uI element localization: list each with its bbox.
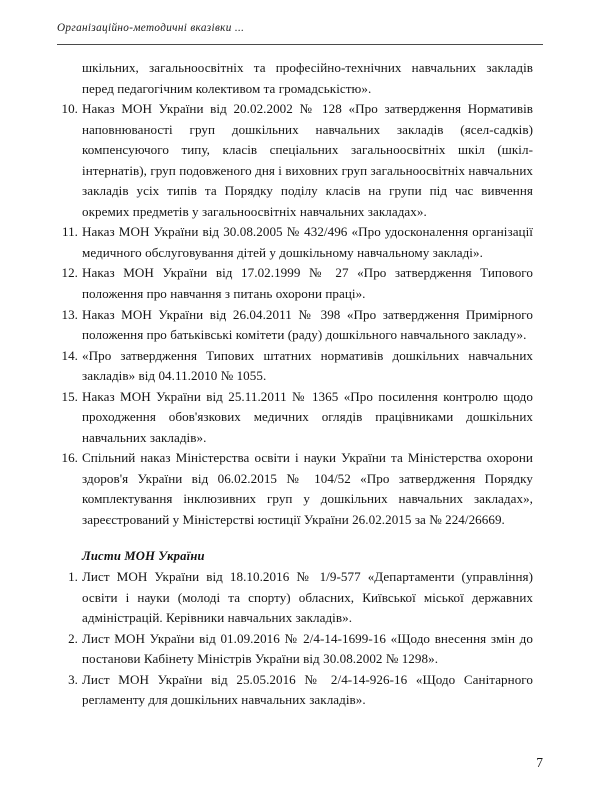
list-item bbox=[57, 629, 533, 670]
orders-list bbox=[57, 99, 533, 530]
list-item-text: Лист МОН України від 01.09.2016 № 2/4-14-1699-16 «Щодо внесення змін до постанови Кабінету Міністрів України від 30.08.2002 № 1298». bbox=[82, 630, 533, 667]
list-item-marker: 10. bbox=[61, 101, 78, 117]
list-item-marker: 16. bbox=[61, 450, 78, 466]
list-item bbox=[57, 222, 533, 263]
continued-paragraph: шкільних, загальноосвітніх та професійно-технічних навчальних закладів перед педагогічним колективом та громадськістю». bbox=[82, 60, 533, 96]
list-item-text: Лист МОН України від 25.05.2016 № 2/4-14-926-16 «Щодо Санітарного регламенту для дошкільних навчальних закладів». bbox=[82, 671, 533, 708]
list-item-marker: 2. bbox=[68, 630, 78, 646]
section-heading-letters: Листи МОН України bbox=[82, 548, 205, 563]
running-header-text: Організаційно-методичні вказівки ... bbox=[57, 22, 245, 34]
list-item-marker: 15. bbox=[61, 388, 78, 404]
page-content bbox=[57, 58, 533, 711]
list-item bbox=[57, 263, 533, 304]
list-item-marker: 14. bbox=[61, 347, 78, 363]
page-number: 7 bbox=[536, 755, 543, 770]
list-item-text: Наказ МОН України від 20.02.2002 № 128 «Про затвердження Нормативів наповнюваності груп дошкільних навчальних закладів (ясел-садків) компенсуючого типу, класів спеціальних загальноосвітніх шкіл (шкіл-інтернатів), груп подовженого дня і виховних груп загальноосвітніх навчальних закладів усіх типів та Порядку поділу класів на групи під час вивчення окремих предметів у загальноосвітніх навчальних закладах». bbox=[82, 101, 533, 219]
list-item bbox=[57, 670, 533, 711]
list-item-text: Наказ МОН України від 25.11.2011 № 1365 «Про посилення контролю щодо проходження обов'язкових медичних оглядів працівниками дошкільних навчальних закладів». bbox=[82, 388, 533, 445]
list-item bbox=[57, 346, 533, 387]
list-item-text: «Про затвердження Типових штатних нормативів дошкільних навчальних закладів» від 04.11.2010 № 1055. bbox=[82, 347, 533, 384]
list-item-text: Наказ МОН України від 17.02.1999 № 27 «Про затвердження Типового положення про навчання з питань охорони праці». bbox=[82, 265, 533, 302]
letters-list bbox=[57, 567, 533, 711]
list-item-marker: 11. bbox=[61, 224, 78, 240]
list-item bbox=[57, 305, 533, 346]
list-item-marker: 12. bbox=[61, 265, 78, 281]
list-item-marker: 13. bbox=[61, 306, 78, 322]
list-item bbox=[57, 567, 533, 629]
list-item-text: Наказ МОН України від 30.08.2005 № 432/496 «Про удосконалення організації медичного обслуговування дітей у дошкільному навчальному закладі». bbox=[82, 224, 533, 260]
section-spacer bbox=[57, 531, 533, 546]
header-rule-divider bbox=[57, 44, 543, 45]
list-item bbox=[57, 387, 533, 449]
list-item-text: Лист МОН України від 18.10.2016 № 1/9-577 «Департаменти (управління) освіти і науки (молоді та спорту) обласних, Київської міської державних адміністрацій. Керівники навчальних закладів». bbox=[82, 569, 533, 626]
list-item-text: Наказ МОН України від 26.04.2011 № 398 «Про затвердження Примірного положення про батьківські комітети (раду) дошкільного навчального закладу». bbox=[82, 306, 533, 343]
list-item-marker: 1. bbox=[68, 569, 78, 585]
list-item bbox=[57, 99, 533, 222]
list-item-marker: 3. bbox=[68, 671, 78, 687]
list-item-text: Спільний наказ Міністерства освіти і науки України та Міністерства охорони здоров'я України від 06.02.2015 № 104/52 «Про затвердження Порядку комплектування інклюзивних груп у дошкільних навчальних закладах», зареєстрований у Міністерстві юстиції України 26.02.2015 за № 224/26669. bbox=[82, 450, 533, 528]
list-item bbox=[57, 448, 533, 530]
running-header bbox=[57, 22, 543, 34]
